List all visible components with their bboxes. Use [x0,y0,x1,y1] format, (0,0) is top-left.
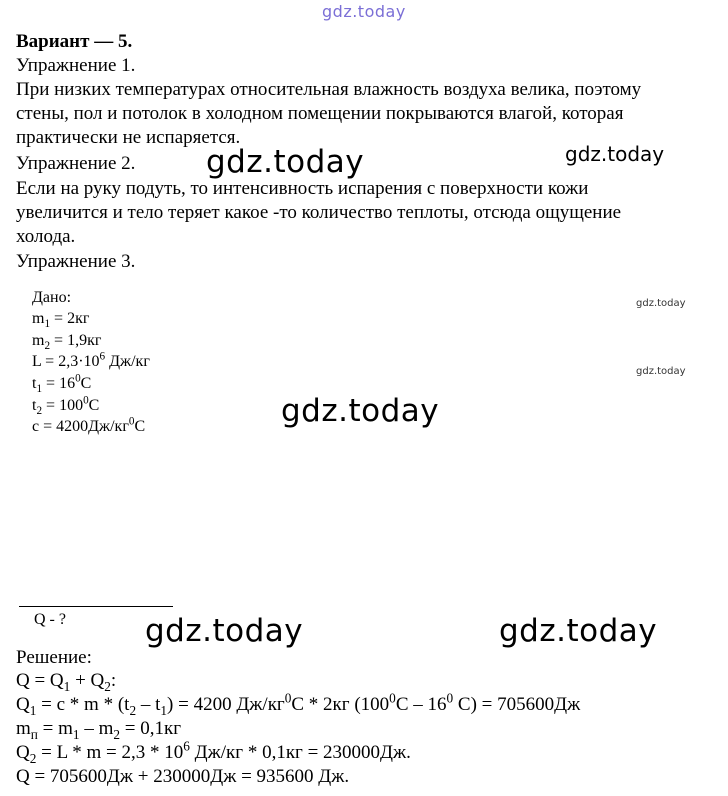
watermark: gdz.today [206,144,365,180]
given-c: $c = 4200Дж/кг^0C$ [32,415,146,435]
solution-line-4: $Q_2 = L * m = 2,3 * 10^6$ Дж/кг * 0,1кг = 230000Дж. [16,738,411,766]
exercise-2-line: холода. [16,226,76,247]
exercise-1-line: практически не испаряется. [16,127,241,148]
given-t2: $t_2 = 100^0C$ [32,394,100,418]
exercise-2-line: Если на руку подуть, то интенсивность испарения с поверхности кожи [16,178,589,199]
exercise-2-line: увеличится и тело теряет какое -то количество теплоты, отсюда ощущение [16,202,622,223]
find-label: Q - ? [34,611,66,628]
solution-label: Решение: [16,647,92,668]
given-label: Дано: [32,289,72,306]
watermark: gdz.today [565,142,665,166]
solution-line-5: Q = 705600Дж + 230000Дж = 935600 Дж. [16,766,350,787]
solution-line-2: $Q_1 = c * m * (t_2 - t_1) = 4200$ $Дж/кг^0C * 2кг$ ($100^0C - 16^0$ C) = 705600Дж [16,690,581,718]
watermark: gdz.today [499,613,658,649]
given-m1: $m_1 = 2кг$ [32,310,90,331]
variant-title: Вариант — 5. [16,31,133,52]
exercise-1-title: Упражнение 1. [16,55,136,76]
given-divider [19,606,173,607]
watermark: gdz.today [145,613,304,649]
solution-line-3: $m_п = m_1 - m_2 = 0,1кг$ [16,718,181,742]
exercise-2-title: Упражнение 2. [16,153,136,174]
watermark: gdz.today [636,366,686,377]
given-m2: $m_2 = 1,9кг$ [32,332,102,353]
watermark: gdz.today [281,393,440,429]
given-t1: $t_1 = 16^0C$ [32,372,92,396]
exercise-1-line: При низких температурах относительная влажность воздуха велика, поэтому [16,79,642,100]
given-L: $L = 2,3\cdot 10^6$ Дж/кг [32,350,150,370]
watermark-top: gdz.today [322,2,406,21]
watermark: gdz.today [636,298,686,309]
exercise-1-line: стены, пол и потолок в холодном помещении покрываются влагой, которая [16,103,624,124]
solution-line-1: $Q = Q_1 + Q_2$: [16,670,117,694]
exercise-3-title: Упражнение 3. [16,251,136,272]
